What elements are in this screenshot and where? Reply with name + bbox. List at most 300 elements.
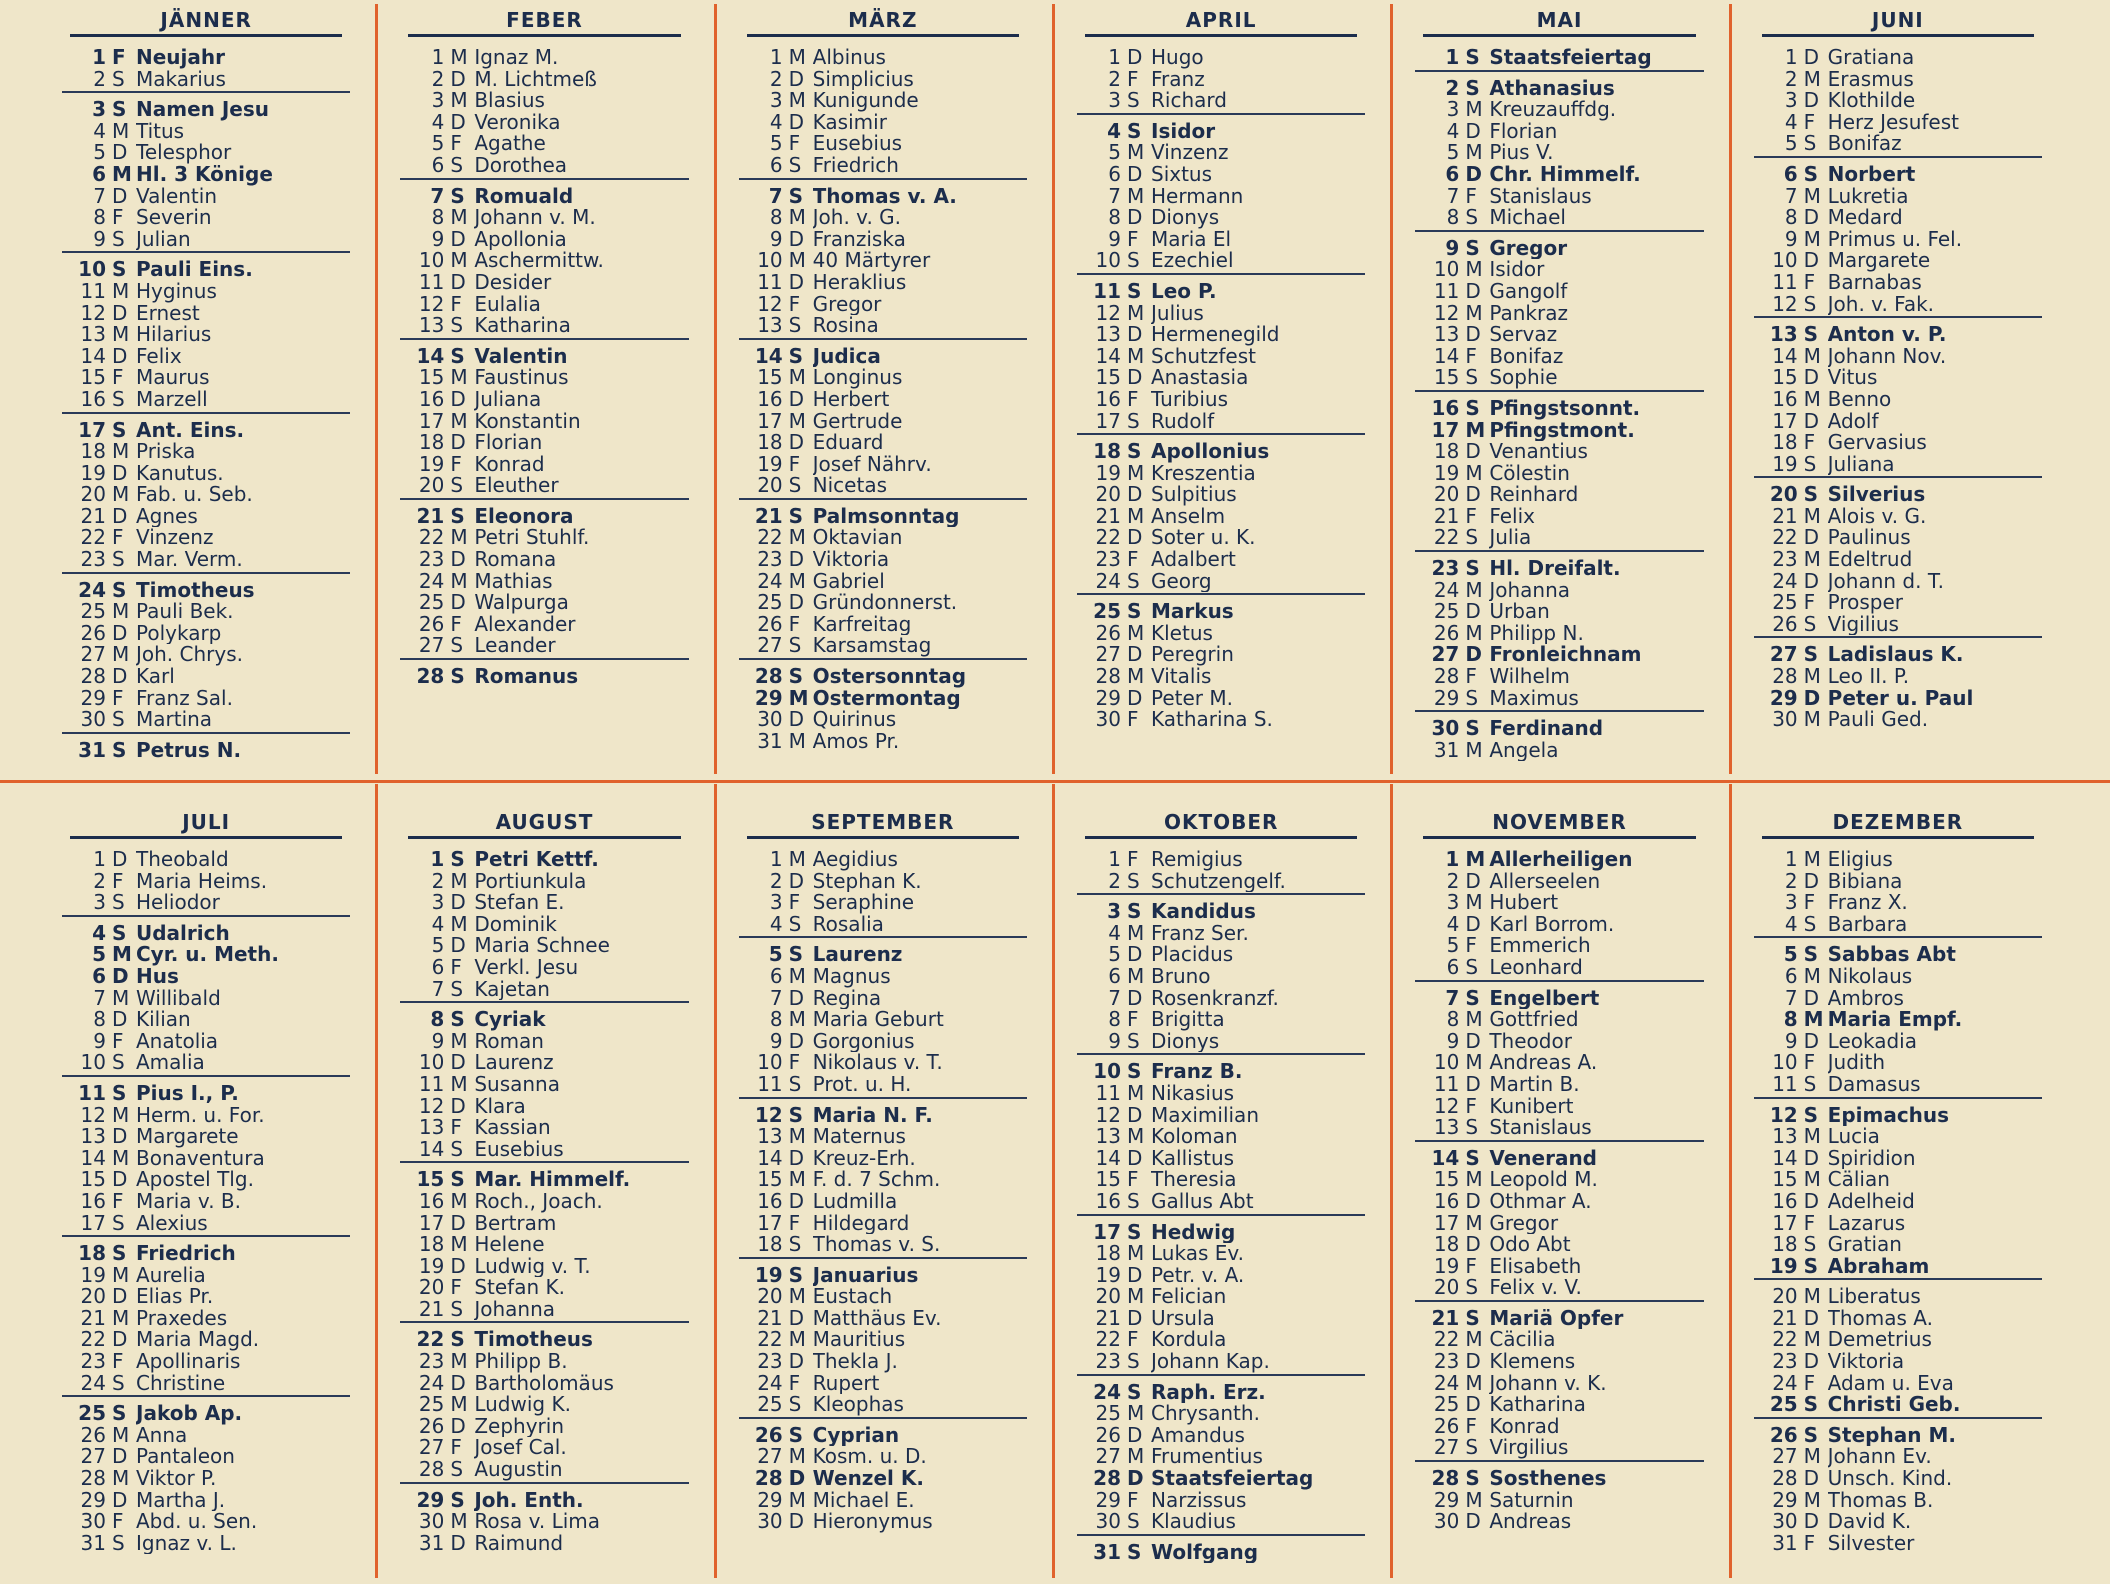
day-row [62, 1188, 350, 1213]
day-row [1415, 118, 1703, 143]
weekday-letter: D [788, 1145, 805, 1170]
month-name: JULI [70, 802, 342, 839]
day-number: 6 [1446, 954, 1460, 979]
saint-name: Thomas v. S. [812, 1234, 941, 1256]
month-3 [717, 0, 1055, 780]
day-number: 17 [1431, 417, 1460, 442]
day-row [1754, 944, 2042, 966]
day-number: 12 [754, 1102, 783, 1127]
weekday-letter: M [1465, 847, 1486, 871]
saint-name: Leander [474, 635, 556, 658]
day-row [400, 250, 688, 272]
day-row [400, 152, 688, 177]
saint-name: Nikolaus v. T. [812, 1052, 943, 1074]
week-block [1754, 161, 2042, 318]
weekday-letter: M [788, 1444, 806, 1469]
saint-name: Hilarius [136, 324, 212, 346]
saint-name: Barnabas [1827, 271, 1922, 294]
day-number: 2 [1446, 868, 1460, 893]
saint-name: Lazarus [1827, 1212, 1906, 1235]
saint-name: Kletus [1151, 622, 1213, 645]
week-block [62, 47, 350, 93]
day-number: 11 [418, 1071, 445, 1096]
saint-name: Verkl. Jesu [474, 956, 579, 979]
weekday-letter: D [450, 269, 466, 294]
saint-name: Gangolf [1489, 280, 1568, 303]
week-block [1415, 47, 1703, 72]
day-number: 24 [1093, 1379, 1121, 1404]
day-number: 16 [1431, 395, 1460, 420]
day-number: 4 [769, 911, 783, 936]
day-row [1415, 1169, 1703, 1191]
weekday-letter: F [1803, 1210, 1816, 1235]
week-block [739, 183, 1027, 340]
day-number: 23 [80, 547, 106, 572]
week-block [400, 47, 688, 180]
month-name: DEZEMBER [1762, 802, 2034, 839]
weekday-letter: D [1465, 118, 1481, 143]
saint-name: Florian [1489, 120, 1558, 143]
weekday-letter: D [112, 1487, 128, 1512]
day-number: 26 [80, 1422, 106, 1447]
day-row [62, 601, 350, 623]
day-number: 1 [1784, 45, 1798, 69]
saint-name: Franz [1151, 68, 1205, 91]
weekday-letter: S [112, 920, 127, 945]
weekday-letter: M [1127, 1080, 1145, 1105]
day-number: 9 [431, 226, 445, 251]
day-row [1415, 1511, 1703, 1533]
weekday-letter: D [112, 300, 128, 325]
day-row [1754, 666, 2042, 688]
saint-name: Mauritius [812, 1329, 906, 1352]
month-9 [717, 780, 1055, 1584]
day-number: 16 [1772, 1188, 1798, 1213]
day-number: 3 [1446, 890, 1460, 915]
day-row [739, 1370, 1027, 1395]
day-number: 6 [1445, 161, 1460, 186]
day-number: 5 [768, 942, 783, 967]
day-row [1077, 161, 1365, 186]
day-row [1754, 1009, 2042, 1031]
saint-name: Gervasius [1827, 432, 1927, 454]
day-row [739, 1394, 1027, 1416]
day-row [1415, 892, 1703, 914]
week-block [400, 503, 688, 660]
day-row [1754, 1446, 2042, 1468]
weekday-letter: S [1127, 1188, 1140, 1213]
weekday-letter: S [1803, 322, 1819, 347]
day-row [739, 1071, 1027, 1096]
day-number: 30 [757, 1509, 783, 1534]
weekday-letter: D [788, 66, 805, 91]
day-number: 4 [769, 109, 783, 134]
day-number: 14 [757, 1145, 783, 1170]
week-block [62, 1243, 350, 1397]
weekday-letter: M [1803, 503, 1821, 528]
saint-name: Johann v. K. [1489, 1372, 1607, 1395]
weekday-letter: F [112, 1188, 124, 1213]
day-number: 28 [416, 664, 445, 689]
saint-name: Alexander [474, 613, 576, 636]
saint-name: Kosm. u. D. [812, 1446, 927, 1469]
day-row [1754, 1370, 2042, 1395]
day-row [1754, 1071, 2042, 1096]
saint-name: Christi Geb. [1827, 1394, 1961, 1416]
weekday-letter: S [450, 1296, 464, 1321]
weekday-letter: S [112, 547, 125, 572]
day-row [1077, 142, 1365, 164]
day-number: 14 [1095, 343, 1121, 368]
day-row [1077, 1009, 1365, 1031]
day-row [400, 503, 688, 528]
day-row [1415, 324, 1703, 346]
day-number: 16 [1095, 1188, 1121, 1213]
saint-name: Schutzengelf. [1151, 870, 1286, 893]
day-row [739, 709, 1027, 731]
day-number: 29 [80, 685, 106, 710]
saint-name: Klara [474, 1095, 526, 1118]
day-row [739, 985, 1027, 1010]
saint-name: Ostermontag [812, 687, 961, 710]
day-number: 19 [1769, 1253, 1798, 1278]
day-number: 12 [1772, 291, 1798, 316]
weekday-letter: S [1803, 482, 1819, 507]
day-row [62, 226, 350, 251]
saint-name: Damasus [1827, 1073, 1921, 1096]
day-row [1415, 441, 1703, 463]
saint-name: Gallus Abt [1151, 1190, 1254, 1213]
day-row [1754, 1052, 2042, 1074]
weekday-letter: M [1803, 1124, 1821, 1149]
day-row [1754, 1145, 2042, 1170]
day-number: 26 [1769, 1422, 1798, 1447]
day-number: 25 [1772, 590, 1798, 615]
day-number: 30 [1431, 716, 1460, 741]
day-row [1077, 386, 1365, 411]
day-number: 27 [1772, 1444, 1798, 1469]
day-number: 19 [754, 1262, 783, 1287]
month-name: NOVEMBER [1423, 802, 1695, 839]
saint-name: Herz Jesufest [1827, 111, 1959, 134]
saint-name: Karfreitag [812, 613, 912, 636]
saint-name: Leo II. P. [1827, 666, 1910, 688]
week-block [1754, 324, 2042, 478]
saint-name: Anselm [1151, 505, 1226, 528]
saint-name: Josef Nährv. [812, 453, 932, 476]
day-number: 24 [1095, 568, 1121, 593]
saint-name: Martha J. [136, 1489, 226, 1512]
day-number: 4 [1784, 911, 1798, 936]
saint-name: Agnes [136, 505, 198, 528]
day-number: 27 [757, 1444, 783, 1469]
saint-name: Romuald [474, 185, 574, 208]
day-number: 16 [80, 1188, 106, 1213]
saint-name: Pfingstmont. [1489, 419, 1635, 442]
day-row [400, 954, 688, 979]
day-row [1754, 324, 2042, 346]
day-row [739, 343, 1027, 368]
day-number: 7 [431, 976, 445, 1001]
day-row [739, 549, 1027, 571]
weekday-letter: S [450, 183, 465, 208]
saint-name: Stephan M. [1827, 1424, 1956, 1447]
day-number: 1 [769, 45, 783, 69]
day-number: 17 [1095, 408, 1121, 433]
weekday-letter: M [1465, 97, 1483, 122]
month-name: MÄRZ [747, 0, 1019, 37]
day-row [62, 1262, 350, 1287]
day-row [400, 408, 688, 433]
weekday-letter: D [450, 933, 466, 958]
month-10 [1055, 780, 1393, 1584]
day-row [1415, 1468, 1703, 1490]
day-row [1415, 75, 1703, 100]
saint-name: Bertram [474, 1212, 557, 1235]
saint-name: Julius [1151, 302, 1204, 325]
day-number: 21 [754, 503, 783, 528]
day-row [739, 849, 1027, 871]
weekday-letter: M [112, 278, 130, 303]
weekday-letter: D [1803, 205, 1820, 230]
saint-name: Pius I., P. [136, 1082, 239, 1105]
month-8 [378, 780, 716, 1584]
weekday-letter: M [1127, 963, 1145, 988]
saint-name: Petr. v. A. [1151, 1264, 1245, 1287]
day-row [1415, 1052, 1703, 1074]
day-row [1415, 259, 1703, 281]
day-row [400, 1071, 688, 1096]
day-number: 25 [418, 1392, 445, 1417]
weekday-letter: M [112, 118, 130, 143]
saint-name: Longinus [812, 367, 903, 389]
day-number: 4 [431, 911, 445, 936]
week-block [400, 1487, 688, 1556]
day-row [62, 343, 350, 368]
day-row [1415, 935, 1703, 957]
saint-name: Lucia [1827, 1126, 1880, 1148]
saint-name: Soter u. K. [1151, 527, 1256, 550]
weekday-letter: S [788, 911, 802, 936]
saint-name: Ludmilla [812, 1190, 898, 1213]
day-row [400, 1136, 688, 1161]
saint-name: Georg [1151, 570, 1212, 593]
saint-name: Palmsonntag [812, 505, 960, 528]
day-row [739, 892, 1027, 914]
day-number: 24 [80, 1370, 106, 1395]
weekday-letter: S [450, 633, 464, 658]
weekday-letter: S [112, 1050, 125, 1075]
weekday-letter: D [1803, 408, 1820, 433]
weekday-letter: M [788, 847, 806, 871]
weekday-letter: S [450, 976, 464, 1001]
weekday-letter: D [788, 1028, 805, 1053]
saint-name: Joh. v. Fak. [1827, 293, 1935, 316]
saint-name: Stefan E. [474, 892, 565, 914]
day-row [1415, 954, 1703, 979]
day-number: 26 [1772, 611, 1798, 636]
weekday-letter: D [788, 1349, 805, 1374]
day-number: 19 [80, 460, 106, 485]
saint-name: Roch., Joach. [474, 1190, 603, 1213]
day-row [1077, 1061, 1365, 1083]
day-row [400, 1413, 688, 1438]
day-number: 9 [769, 226, 783, 251]
month-name: JÄNNER [70, 0, 342, 37]
weekday-letter: D [450, 1370, 466, 1395]
day-row [1077, 666, 1365, 688]
day-number: 27 [1769, 642, 1798, 667]
weekday-letter: M [112, 1262, 130, 1287]
weekday-letter: S [112, 226, 125, 251]
saint-name: Gregor [812, 293, 882, 316]
day-number: 31 [1093, 1539, 1121, 1564]
weekday-letter: S [450, 503, 465, 528]
weekday-letter: D [112, 1284, 128, 1309]
saint-name: Athanasius [1489, 77, 1615, 100]
week-block [62, 99, 350, 253]
day-number: 4 [92, 920, 106, 945]
day-number: 29 [1433, 685, 1460, 710]
day-row [1077, 709, 1365, 731]
day-number: 14 [80, 343, 106, 368]
weekday-letter: S [1127, 1509, 1140, 1534]
day-number: 13 [1095, 322, 1121, 347]
weekday-letter: S [1465, 45, 1480, 69]
day-number: 21 [1772, 1305, 1798, 1330]
saint-name: Wilhelm [1489, 666, 1570, 688]
month-name: JUNI [1762, 0, 2034, 37]
day-row [1415, 1277, 1703, 1299]
day-row [400, 1117, 688, 1139]
weekday-letter: D [788, 386, 805, 411]
day-number: 11 [1095, 1080, 1121, 1105]
day-row [62, 549, 350, 571]
saint-name: Unsch. Kind. [1827, 1468, 1953, 1490]
weekday-letter: D [450, 109, 466, 134]
week-block [62, 259, 350, 413]
day-row [1077, 601, 1365, 623]
weekday-letter: F [1803, 890, 1816, 915]
day-row [400, 109, 688, 134]
weekday-letter: M [1465, 737, 1483, 762]
saint-name: Klemens [1489, 1351, 1576, 1373]
day-row [1415, 47, 1703, 69]
day-row [1077, 484, 1365, 506]
weekday-letter: S [1803, 1392, 1819, 1417]
day-row [62, 207, 350, 229]
day-number: 28 [1093, 1466, 1121, 1491]
day-number: 26 [754, 1422, 783, 1447]
day-number: 6 [1784, 963, 1798, 988]
day-number: 8 [769, 205, 783, 230]
weekday-letter: M [1465, 890, 1483, 915]
weekday-letter: M [450, 1028, 468, 1053]
day-row [1077, 527, 1365, 549]
day-number: 17 [757, 1210, 783, 1235]
day-number: 8 [430, 1007, 445, 1032]
day-number: 5 [1446, 140, 1460, 165]
saint-name: Anna [136, 1424, 188, 1447]
day-number: 31 [78, 737, 106, 762]
day-row [400, 183, 688, 208]
day-row [1754, 685, 2042, 710]
day-number: 12 [418, 291, 445, 316]
day-number: 12 [80, 1102, 106, 1127]
day-row [62, 737, 350, 762]
day-row [739, 451, 1027, 476]
day-row [739, 226, 1027, 251]
day-row [739, 1487, 1027, 1512]
day-number: 28 [1772, 664, 1798, 689]
day-row [1754, 66, 2042, 91]
weekday-letter: M [1127, 1401, 1145, 1426]
day-row [62, 417, 350, 442]
day-number: 6 [769, 963, 783, 988]
day-row [739, 685, 1027, 710]
day-row [739, 269, 1027, 294]
saint-name: Laurenz [474, 1052, 554, 1074]
day-number: 18 [418, 1232, 445, 1257]
day-number: 30 [1433, 1509, 1460, 1534]
weekday-letter: M [1803, 1487, 1821, 1512]
day-number: 24 [757, 1370, 783, 1395]
day-row [739, 367, 1027, 389]
saint-name: Ignaz v. L. [136, 1532, 237, 1555]
saint-name: Ezechiel [1151, 250, 1234, 272]
day-row [1415, 1117, 1703, 1139]
saint-name: Maria Magd. [136, 1329, 260, 1352]
weekday-letter: S [112, 66, 125, 91]
day-row [1754, 644, 2042, 666]
day-number: 27 [80, 642, 106, 667]
day-row [1415, 278, 1703, 303]
day-number: 17 [1093, 1219, 1121, 1244]
day-row [62, 1351, 350, 1373]
weekday-letter: S [1127, 899, 1142, 924]
day-row [739, 503, 1027, 528]
saint-name: Timotheus [474, 1329, 593, 1352]
saint-name: Ant. Eins. [136, 419, 245, 442]
month-1 [40, 0, 378, 780]
weekday-letter: F [1127, 1167, 1139, 1192]
day-number: 23 [1772, 1349, 1798, 1374]
saint-name: Kreuzauffdg. [1489, 99, 1617, 121]
weekday-letter: S [1465, 525, 1479, 550]
saint-name: Walpurga [474, 592, 569, 614]
day-number: 1 [1445, 45, 1460, 69]
day-number: 18 [1433, 1232, 1460, 1257]
weekday-letter: S [1465, 716, 1480, 741]
day-number: 13 [1772, 1124, 1798, 1149]
weekday-letter: M [1803, 66, 1821, 91]
weekday-letter: S [1465, 985, 1480, 1010]
weekday-letter: D [788, 1509, 805, 1534]
day-row [1754, 207, 2042, 229]
saint-name: Klothilde [1827, 90, 1916, 112]
weekday-letter: M [788, 88, 806, 113]
day-number: 22 [757, 525, 783, 550]
day-number: 29 [1095, 1487, 1121, 1512]
weekday-letter: S [788, 664, 804, 689]
day-row [1077, 1102, 1365, 1127]
saint-name: Liberatus [1827, 1286, 1921, 1308]
day-row [1754, 47, 2042, 69]
weekday-letter: D [112, 664, 128, 689]
day-number: 27 [418, 633, 445, 658]
day-row [1077, 460, 1365, 485]
weekday-letter: D [1127, 482, 1143, 507]
